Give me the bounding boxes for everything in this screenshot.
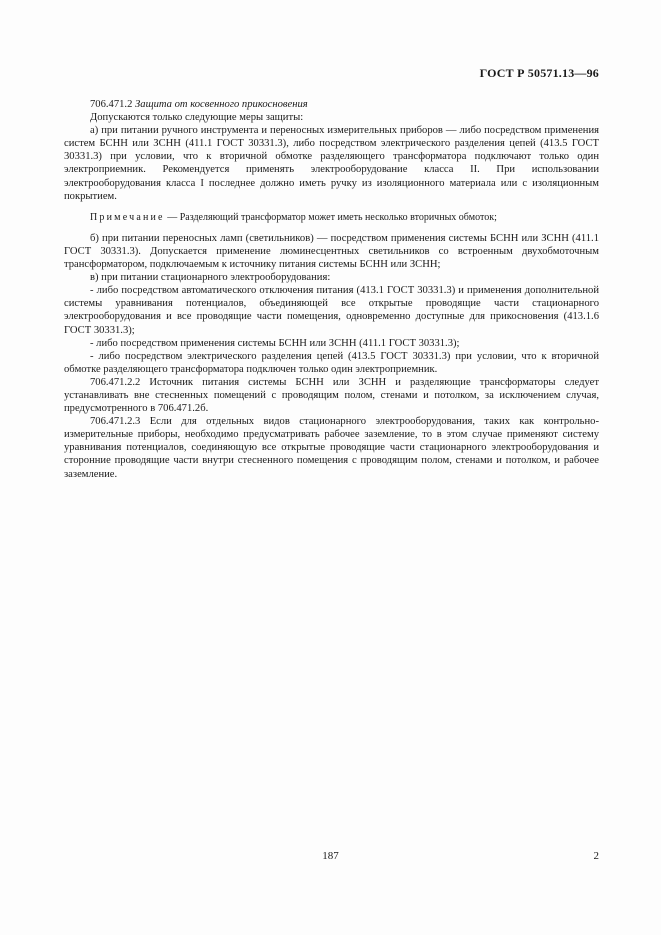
paragraph-intro: Допускаются только следующие меры защиты: [90,112,304,124]
page-number-right: 2 [593,850,599,862]
paragraph-item-c-3: - либо посредством электрического разделения цепей (413.5 ГОСТ 30331.3) при условии, что к вторичной обмотке разделяющего трансформатора подключен только один электроприемник. [64,350,599,375]
paragraph-item-c: в) при питании стационарного электрооборудования: [90,272,331,284]
paragraph-item-c-2: - либо посредством применения системы БСНН или ЗСНН (411.1 ГОСТ 30331.3); [90,337,460,349]
paragraph-item-c-1: - либо посредством автоматического отключения питания (413.1 ГОСТ 30331.3) и применения дополнительной системы уравнивания потенциалов, объединяющей все открытые проводящие части стационарного электрооборудования и все проводящие части помещения, одновременно доступные для прикосновения (413.1.6 ГОСТ 30331.3); [64,285,599,336]
section-heading [64,98,599,111]
section-number: 706.471.2 [90,99,133,110]
note-label: Примечание [90,211,165,223]
paragraph-706-471-2-3: 706.471.2.3 Если для отдельных видов стационарного электрооборудования, таких как контрольно-измерительные приборы, необходимо предусматривать рабочее заземление, то в этом случае применяют систему уравнивания потенциалов, соединяющую все открытые проводящие части стационарного электрооборудования и сторонние проводящие части внутри стесненного помещения с проводящим полом, стенами и потолком, и рабочее заземление. [64,416,599,480]
standard-header: ГОСТ Р 50571.13—96 [479,66,599,80]
page-number-center: 187 [322,850,339,862]
document-body [64,98,599,481]
paragraph-706-471-2-2: 706.471.2.2 Источник питания системы БСНН или ЗСНН и разделяющие трансформаторы следует устанавливать вне стесненных помещений с проводящим полом, стенами и потолком, за исключением случая, предусмотренного в 706.471.2б. [64,376,599,415]
note-text: — Разделяющий трансформатор может иметь несколько вторичных обмоток; [164,211,497,223]
note-paragraph [64,211,599,224]
section-title: Защита от косвенного прикосновения [135,99,308,110]
paragraph-item-b: б) при питании переносных ламп (светильников) — посредством применения системы БСНН или ЗСНН (411.1 ГОСТ 30331.3). Допускается применение люминесцентных светильников со встроенным двухобмоточным трансформатором, подключаемым к источнику питания системы БСНН или ЗСНН; [64,232,599,271]
paragraph-item-a: а) при питании ручного инструмента и переносных измерительных приборов — либо посредством применения систем БСНН или ЗСНН (411.1 ГОСТ 30331.3), либо посредством электрического разделения цепей (413.5 ГОСТ 30331.3) при условии, что к вторичной обмотке разделяющего трансформатора подключают только один электроприемник. Рекомендуется применять электрооборудование класса II. При использовании электрооборудования класса I последнее должно иметь ручку из изоляционного материала или с изоляционным покрытием. [64,125,599,202]
